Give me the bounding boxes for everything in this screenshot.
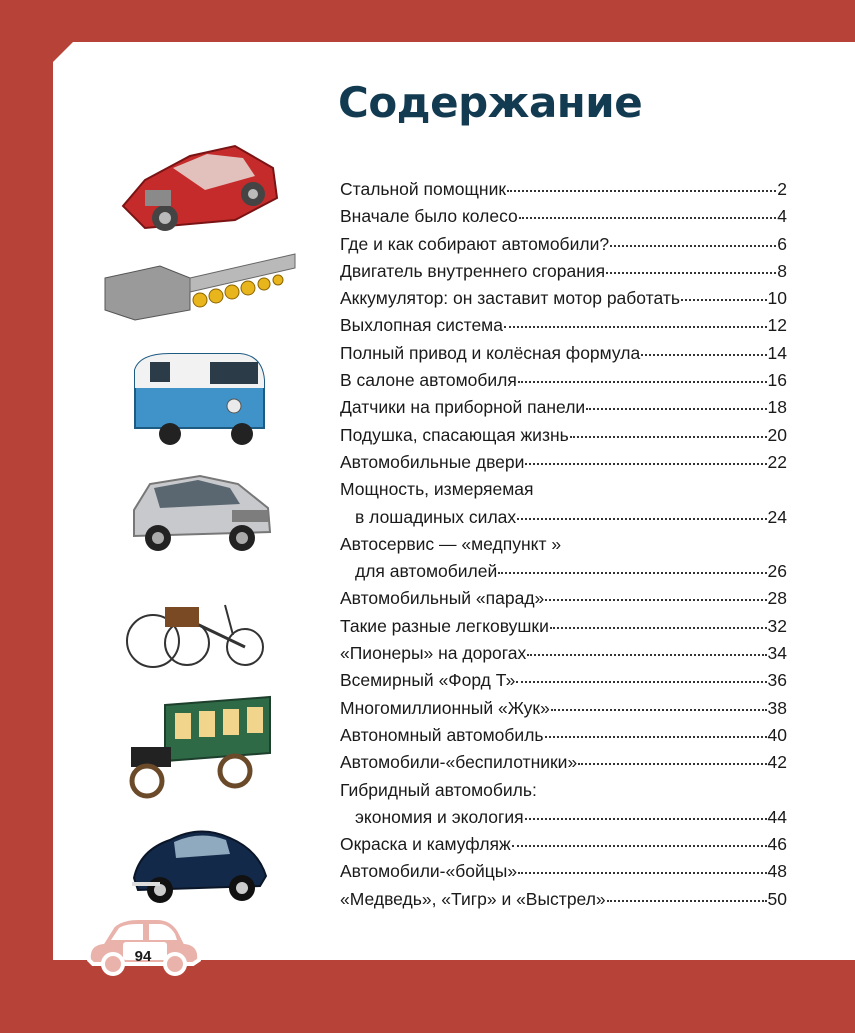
- toc-entry-title: Полный привод и колёсная формула: [340, 342, 641, 363]
- toc-entry-title: Автомобили-«бойцы»: [340, 861, 518, 882]
- toc-entry-title: для автомобилей: [355, 561, 498, 582]
- toc-entry-page: 28: [767, 588, 787, 609]
- illustrations-column: [95, 120, 295, 920]
- dot-leader: [550, 626, 767, 629]
- toc-entry-page: 4: [777, 206, 787, 227]
- toc-line: [340, 504, 787, 531]
- toc-line: [340, 640, 787, 667]
- toc-entry-page: 36: [767, 670, 787, 691]
- toc-entry[interactable]: [340, 476, 787, 531]
- toc-entry[interactable]: [340, 858, 787, 885]
- toc-entry-title: Выхлопная система: [340, 315, 503, 336]
- dot-leader: [586, 407, 766, 410]
- dot-leader: [518, 871, 766, 874]
- toc-entry-title: Автономный автомобиль: [340, 724, 544, 745]
- dot-leader: [610, 244, 776, 247]
- toc-line: [340, 285, 787, 312]
- toc-line: [340, 531, 787, 558]
- toc-entry-title: Аккумулятор: он заставит мотор работать: [340, 288, 680, 309]
- toc-entry-title: Всемирный «Форд Т»: [340, 670, 516, 691]
- toc-entry-page: 10: [767, 288, 787, 309]
- page-title: Содержание: [338, 78, 643, 127]
- toc-line: [340, 340, 787, 367]
- toc-entry-page: 40: [767, 724, 787, 745]
- toc-entry[interactable]: [340, 203, 787, 230]
- toc-entry[interactable]: [340, 531, 787, 586]
- toc-entry[interactable]: [340, 258, 787, 285]
- toc-entry[interactable]: [340, 367, 787, 394]
- toc-entry-page: 2: [777, 179, 787, 199]
- toc-entry-page: 32: [767, 615, 787, 636]
- toc-entry-page: 22: [767, 451, 787, 472]
- toc-line: [340, 258, 787, 285]
- toc-entry-page: 42: [767, 752, 787, 773]
- toc-entry-page: 24: [767, 506, 787, 527]
- cutaway-sedan-illustration: [115, 128, 285, 243]
- toc-entry-title: Автомобильные двери: [340, 451, 525, 472]
- dot-leader: [527, 653, 766, 656]
- toc-entry-page: 50: [767, 888, 787, 909]
- toc-entry[interactable]: [340, 722, 787, 749]
- toc-line: [340, 749, 787, 776]
- dot-leader: [519, 216, 776, 219]
- toc-entry-page: 20: [767, 424, 787, 445]
- toc-line: [340, 203, 787, 230]
- toc-entry[interactable]: [340, 640, 787, 667]
- toc-entry-page: 6: [777, 233, 787, 254]
- toc-entry-title: Гибридный автомобиль:: [340, 779, 537, 800]
- toc-entry-title: Окраска и камуфляж: [340, 834, 511, 855]
- dot-leader: [512, 844, 767, 847]
- toc-entry-title: Такие разные легковушки: [340, 615, 549, 636]
- toc-entry-title: Датчики на приборной панели: [340, 397, 586, 418]
- toc-line: [340, 422, 787, 449]
- toc-entry-title: «Медведь», «Тигр» и «Выстрел»: [340, 888, 606, 909]
- dot-leader: [681, 298, 767, 301]
- toc-entry[interactable]: [340, 340, 787, 367]
- toc-line: [340, 449, 787, 476]
- toc-entry[interactable]: [340, 312, 787, 339]
- toc-entry-page: 38: [767, 697, 787, 718]
- toc-entry[interactable]: [340, 667, 787, 694]
- toc-entry-title: Стальной помощник: [340, 179, 507, 199]
- toc-entry-page: 34: [767, 643, 787, 664]
- toc-entry-title: Вначале было колесо: [340, 206, 518, 227]
- toc-entry-title: Многомиллионный «Жук»: [340, 697, 550, 718]
- toc-entry-page: 46: [767, 834, 787, 855]
- toc-entry-page: 48: [767, 861, 787, 882]
- toc-entry-title: В салоне автомобиля: [340, 370, 517, 391]
- toc-entry-title: Где и как собирают автомобили?: [340, 233, 610, 254]
- toc-line: [340, 858, 787, 885]
- toc-entry[interactable]: [340, 231, 787, 258]
- toc-line: [340, 558, 787, 585]
- toc-line: [340, 613, 787, 640]
- dot-leader: [518, 380, 767, 383]
- motorwagen-illustration: [125, 585, 270, 675]
- toc-entry[interactable]: [340, 394, 787, 421]
- toc-line: [340, 831, 787, 858]
- car-badge-icon: [83, 916, 203, 976]
- toc-line: [340, 695, 787, 722]
- dot-leader: [545, 598, 766, 601]
- beetle-illustration: [130, 820, 270, 910]
- dot-leader: [517, 517, 766, 520]
- toc-entry[interactable]: [340, 585, 787, 612]
- toc-entry-page: 12: [767, 315, 787, 336]
- silver-suv-illustration: [130, 470, 275, 555]
- toc-line: [340, 804, 787, 831]
- toc-entry-title: «Пионеры» на дорогах: [340, 643, 527, 664]
- dot-leader: [607, 899, 767, 902]
- page-number-badge: [83, 916, 203, 981]
- dot-leader: [525, 817, 767, 820]
- toc-line: [340, 231, 787, 258]
- toc-entry-title: в лошадиных силах: [355, 506, 517, 527]
- dot-leader: [525, 462, 766, 465]
- toc-entry-page: 18: [767, 397, 787, 418]
- toc-entry[interactable]: [340, 176, 787, 203]
- blue-bus-illustration: [130, 350, 270, 450]
- dot-leader: [498, 571, 766, 574]
- toc-entry-page: 26: [767, 561, 787, 582]
- dot-leader: [504, 325, 767, 328]
- toc-entry-page: 16: [767, 370, 787, 391]
- toc-entry-title: Подушка, спасающая жизнь: [340, 424, 569, 445]
- toc-entry-title: экономия и экология: [355, 806, 524, 827]
- toc-line: [340, 667, 787, 694]
- toc-line: [340, 176, 787, 203]
- ford-t-bus-illustration: [125, 695, 275, 810]
- toc-entry-title: Автомобили-«беспилотники»: [340, 752, 578, 773]
- toc-entry[interactable]: [340, 695, 787, 722]
- toc-line: [340, 777, 787, 804]
- page-number: 94: [134, 948, 152, 965]
- toc-line: [340, 886, 787, 913]
- dot-leader: [578, 762, 766, 765]
- toc-entry-title: Автомобильный «парад»: [340, 588, 545, 609]
- toc-entry[interactable]: [340, 422, 787, 449]
- toc-entry-title: Двигатель внутреннего сгорания: [340, 260, 606, 281]
- toc-entry-page: 44: [767, 806, 787, 827]
- dot-leader: [551, 708, 767, 711]
- dot-leader: [516, 680, 766, 683]
- dot-leader: [606, 271, 776, 274]
- dot-leader: [545, 735, 767, 738]
- toc-entry[interactable]: [340, 777, 787, 832]
- dot-leader: [570, 435, 767, 438]
- toc-entry[interactable]: [340, 449, 787, 476]
- toc-entry[interactable]: [340, 285, 787, 312]
- toc-entry-title: Автосервис — «медпункт »: [340, 533, 562, 554]
- toc-line: [340, 312, 787, 339]
- toc-entry[interactable]: [340, 886, 787, 913]
- table-of-contents: [340, 176, 787, 913]
- dot-leader: [641, 353, 766, 356]
- toc-entry[interactable]: [340, 831, 787, 858]
- toc-line: [340, 367, 787, 394]
- toc-entry[interactable]: [340, 613, 787, 640]
- toc-entry-page: 14: [767, 342, 787, 363]
- toc-entry-page: 8: [777, 260, 787, 281]
- toc-entry-title: Мощность, измеряемая: [340, 479, 534, 500]
- toc-line: [340, 722, 787, 749]
- assembly-line-illustration: [100, 248, 300, 323]
- toc-line: [340, 394, 787, 421]
- dot-leader: [507, 189, 776, 192]
- toc-line: [340, 585, 787, 612]
- toc-entry[interactable]: [340, 749, 787, 776]
- toc-line: [340, 476, 787, 503]
